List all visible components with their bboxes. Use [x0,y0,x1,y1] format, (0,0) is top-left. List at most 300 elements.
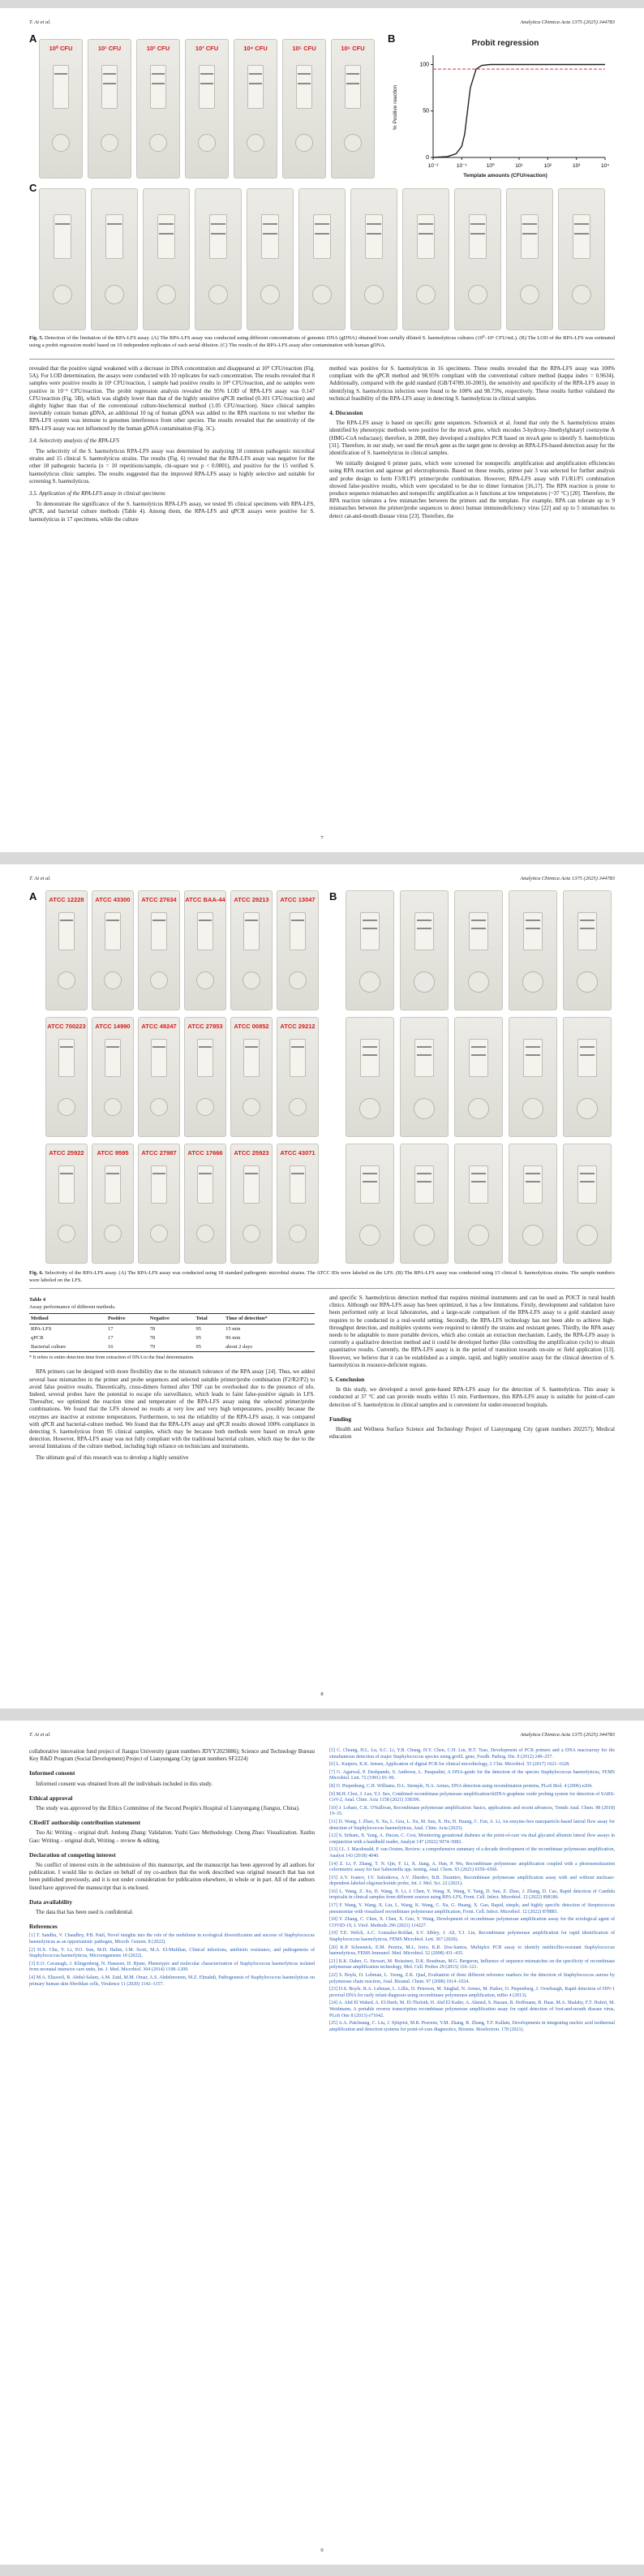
x-tick-label: 10³ [572,163,581,169]
control-line [471,920,487,921]
test-line [471,1181,487,1182]
lfs-strip [184,1144,226,1264]
control-line [363,1173,378,1174]
sample-well [150,971,168,989]
sample-well [150,1225,168,1243]
reference-item[interactable]: [9] M.H. Choi, J. Lee, Y.J. Seo, Combined recombinase polymerase amplification/rkDNA-graphene oxide probing system for detection of SARS-CoV-2, Anal. Chim. Acta 1158 (2021) 338396. [329,1791,615,1803]
sample-well [522,1098,543,1119]
panel-label-b: B [388,32,396,45]
result-window [360,1165,379,1204]
reference-item[interactable]: [15] A.V. Ivanov, I.V. Safenkova, A.V. Zherdev, B.B. Dzantiev, Recombinase polymerase amplification assay with and without nuclease-dependent-labeled oligonucleotide probe, Int. J. Mol. Sci. 22 (2021). [329,1875,615,1887]
result-window [469,214,487,259]
lfs-strip [558,188,605,330]
reference-item[interactable]: [11] D. Wang, J. Zhao, X. Xu, L. Gou, L. Xu, M. Sun, X. Hu, H. Huang, C. Fan, A. Li, An enzyme-free nanoparticle-based lateral flow assay for detection of Staphylococcus haemolyticus, Anal. Chim. Acta (2025). [329,1819,615,1831]
reference-item[interactable]: [22] S. Boyle, D. Lehman, L. Yeong, Z.K. Qual, Evaluation of three different reference markers for the detection of Staphylococcus aureus by polymerase chain reaction, Anal. Bioanal. Chem. 97 (2008) 1014–1024. [329,1973,615,1984]
probit-chart [393,39,615,179]
funding-heading: Funding [329,1415,352,1423]
table-cell: qPCR [31,1334,44,1341]
result-window [199,65,216,109]
lfs-strips-sensitivity [39,39,380,179]
result-window [101,65,118,109]
page-8 [0,864,644,1708]
sample-well [359,971,380,993]
strip-label: 10⁴ CFU [243,45,268,52]
test-line [249,83,263,84]
sample-well [196,971,214,989]
test-line [363,928,378,929]
control-line [471,1173,487,1174]
left-column [29,365,315,527]
caption-text: Selectivity of the RPA-LFS assay. (A) The RPA-LFS assay was conducted using 18 standard pathogenic microbial strains. The ATCC IDs were labeled on the LFS. (B) The RPA-LFS assay was conducted using 15 clinical S. haemolyticus strains. The sample numbers were labeled on the LFS. [29,1270,615,1283]
control-line [417,1173,432,1174]
sample-well [295,134,314,153]
reference-item[interactable]: [2] H.X. Chu, Y. Li, P.O. Sun, M.H. Halim, I.M. Scott, M.A. El-Mufdian, Clinical infections, antibiotic resistance, and pathogenesis of Staphylococcus haemolyticus, Microorganisms 10 (2022). [29,1947,315,1959]
strip-label: ATCC 25923 [234,1149,269,1157]
reference-item[interactable]: [25] A.A. Patchsung, C. Liu, J. Sjöqvist, M.R. Praveen, Y.M. Zhang, R. Zhang, T.F. Kallam, Developments in integrating nucleic acid isothermal amplification and detection systems for point-of-care diagnostics, Biosens. Bioelectron. 178 (2021). [329,2021,615,2032]
control-line [152,73,165,75]
result-window [577,1165,596,1204]
strip-label: ATCC 9595 [97,1149,129,1157]
reference-item[interactable]: [6] L. Kuipers, K.K. Jensen, Application of digital PCR for clinical microbiology, J. Clin. Microbiol. 55 (2017) 1621–1628. [329,1762,570,1768]
sample-well [196,1098,214,1116]
lfs-strip [282,39,326,179]
control-line [106,920,119,921]
reference-item[interactable]: [4] M.A. Eltaweil, R. Abdul-Salam, A.M. Zaid, M.M. Omar, A.S. Abdelmonem, M.Z. Elmahdi, Pathogenesis of Staphylococcus haemolyticus on primary human skin fibroblast cells, Virulence 11 (2020) 1142–1157. [29,1975,315,1987]
left-column [29,1294,315,1465]
reference-item[interactable]: [24] A. Abd El Wahed, A. El-Deeb, M. El-Tholoth, H. Abd El Kader, A. Ahmed, S. Hassan, B. Hoffmann, B. Haas, M.A. Shalaby, F.T. Hufert, M. Weidmann, A portable reverse transcription recombinase polymerase amplification assay for rapid detection of foot-and-mouth disease virus, PLoS One 8 (2013) e71642. [329,2001,615,2018]
result-window [151,1165,167,1204]
lfs-strip [331,39,375,179]
result-window [414,1165,433,1204]
control-line [522,223,537,225]
result-window [577,912,596,950]
lfs-strip [184,1017,226,1137]
lfs-strip [400,1144,449,1264]
reference-item[interactable]: [10] J. Lobato, C.K. O'Sullivan, Recombinase polymerase amplification: basics, applications and recent advances, Trends Anal. Chem. 98 (2018) 19–35. [329,1805,615,1817]
strip-label: 10² CFU [146,45,170,52]
result-window [151,1039,167,1077]
chart-title: Probit regression [471,39,539,48]
result-window [105,214,123,259]
sample-well [104,1098,122,1116]
lfs-strip [563,1144,612,1264]
sample-well [243,1225,260,1243]
test-line [367,233,381,235]
test-line [346,83,360,84]
result-window [243,912,260,950]
y-tick-label: 100 [419,62,429,68]
panel-label-b: B [329,890,337,902]
result-window [469,912,487,950]
result-window [296,65,313,109]
result-window [414,912,433,950]
sample-well [198,134,217,153]
running-header [29,1732,615,1738]
sample-well [150,1098,168,1116]
control-line [298,73,311,75]
test-line [363,1054,378,1056]
lfs-strip [195,188,242,330]
header-journal: Analytica Chimica Acta 1375 (2025) 344783 [520,19,615,25]
test-line [315,233,329,235]
control-line [419,223,433,225]
control-line [580,1046,595,1048]
lfs-strip [454,890,503,1010]
lfs-strip [402,188,449,330]
sample-well [414,1225,435,1246]
control-line [200,73,214,75]
test-line [263,233,277,235]
result-window [523,1165,542,1204]
test-line [211,233,225,235]
ethical-approval-heading: Ethical approval [29,1794,73,1802]
table-cell: 16 [107,1344,114,1350]
reference-item[interactable]: [3] E.O. Cavanagh, J. Klingenberg, N. Hanssen, H. Bjune, Phenotypic and molecular characterization of Staphylococcus haemolyticus isolated from neonatal intensive care units, Int. J. Med. Microbiol. 304 (2014) 1198–1209. [29,1961,315,1973]
panel-label-a: A [29,32,37,45]
test-line [526,1054,541,1056]
sample-well [522,971,543,993]
clinical-paragraph: To demonstrate the significance of the S. haemolyticus RPA-LFS assay, we tested 95 clinical specimens with RPA-LFS, qPCR, and bacterial culture methods (Table 4). Among them, the RPA-LFS and qPCR assays were positive for S. haemolyticus in 17 specimens, while the culture [29,501,315,523]
lfs-strip [350,188,397,330]
sample-well [312,285,333,305]
lfs-strip [277,1017,319,1137]
lfs-strip [346,1144,394,1264]
control-line [346,73,360,75]
sample-well [359,1098,380,1119]
reference-item[interactable]: [17] F. Wang, Y. Wang, X. Liu, L. Wang, K. Wang, C. Xu, G. Huang, X. Gao, Rapid, simple, and highly specific detection of Streptococcus pneumoniae with visualized recombinase polymerase amplification, Front. Cell. Infect. Microbiol. 12 (2022) 878881. [329,1903,615,1915]
result-window [313,214,331,259]
table-cell: 95 [195,1334,201,1341]
lfs-strip [400,890,449,1010]
result-window [414,1039,433,1077]
control-line [103,73,117,75]
discussion-paragraph-4: The ultimate goal of this research was to develop a highly sensitive [36,1454,189,1461]
control-line [107,223,122,225]
result-window [105,1039,121,1077]
result-window [105,912,121,950]
test-line [152,83,165,84]
sample-well [58,971,75,989]
x-tick-label: 10⁴ [600,163,610,169]
result-window [197,912,213,950]
x-tick-label: 10⁰ [486,163,495,169]
lfs-strip [454,1017,503,1137]
reference-item[interactable]: [18] Y. Zhang, C. Chen, X. Chen, X. Guo, Y. Wang, Development of recombinase polymerase amplification assay for the ectological agent of COVID-19, J. Virol. Methods 296 (2021) 114227. [329,1917,615,1928]
control-line [152,1046,165,1048]
table-header-cell: Method [31,1316,49,1322]
result-window [243,1039,260,1077]
strip-label: ATCC 25922 [49,1149,84,1157]
reference-item[interactable]: [19] T.E. Welch, A.C. Gonzalez-Roldan, S.V. Sibley, J. Ali, Y.J. Liu, Recombinase polymerase amplification for rapid identification of Staphylococcus haemolyticus, FEMS Microbiol. Lett. 367 (2020). [329,1931,615,1943]
x-tick-label: 10⁻² [427,163,439,169]
sample-well [247,134,265,153]
sample-well [468,971,489,993]
funding-paragraph: Health and Wellness Surface Science and Technology Project of Lianyungang City (grant numbers 202257); Medical education [329,1426,615,1441]
control-line [526,920,541,921]
result-window [345,65,362,109]
caption-text: Detection of the limitation of the RPA-LFS assay. (A) The RPA-LFS assay was conducted using different concentrations of genomic DNA (gDNA) obtained from serially diluted S. haemolyticus cultures (10⁰–10⁶ CFU/mL). (B) The LOD of the RPA-LFS was estimated using a probit regression model based on 10 independent replicates of each serial dilution. (C) The results of the RPA-LFS assay after contamination with human gDNA. [29,335,616,348]
table-header-cell: Total [195,1316,208,1322]
reference-item[interactable]: [12] S. Srikam, X. Yang, A. Ducan, C. Cost, Monitoring gestational diabetes at the point-of-care via dual glycated albumin lateral flow assays in conjunction with a handheld reader, Analyst 147 (2022) 5074–5082. [329,1833,615,1845]
lfs-strip [509,1017,557,1137]
lfs-strip [346,1017,394,1137]
probit-curve [433,65,605,158]
lfs-strip [454,1144,503,1264]
header-authors: T. Ai et al. [29,19,51,25]
test-line [471,1054,487,1056]
reference-item[interactable]: [5] C. Chiang, H.L. Lu, S.C. Li, Y.B. Chung, H.Y. Chen, C.H. Lin, H.T. Tsao, Development of PCR primers and a DNA macroarray for the simultaneous detection of major Staphylococcus species using groEL gene, Foodb. Pathog. Dis. 9 (2012) 249–257. [329,1748,615,1760]
control-line [199,1173,212,1174]
lfs-strip [39,39,83,179]
competing-interest-text: No conflict of interest exits in the submission of this manuscript, and the manuscript has been approved by all authors for publication. I would like to declare on behalf of my co-authors that the work described was original research that has not been published previously, and it is not under consideration for publication elsewhere, in whole or in part. All of the authors listed have approved the manuscript that is enclosed. [29,1862,315,1891]
test-line [419,233,433,235]
table-header-row [29,1314,315,1324]
result-window [58,912,75,950]
lfs-strip [138,890,180,1010]
test-line [159,233,174,235]
page-number: 9 [320,2548,324,2553]
result-window [290,1165,306,1204]
page-number: 8 [320,1691,324,1697]
sample-well [359,1225,380,1246]
sample-well [468,285,488,305]
results-paragraph: revealed that the positive signal weakened with a decrease in DNA concentration and disappeared at 10⁰ CFU/reaction (Fig. 5A). For LOD determination, the assays were conducted with 10 replicates for each concentration. The results revealed that 8 samples were positive results in 10¹ CFU/reaction, 1 sample had positive results in 10⁰ CFU/reaction, and no samples were positive in 10⁻¹ CFU/reaction. The probit regression analysis revealed the 95% LOD of RPA-LFS assay was 0.147 CFU/reaction (Fig. 5B), which was slightly lower than that of the highly sensitive qPCR method (0.101 CFU/reaction) and slightly higher than that of the conventional culture-biochemical method (1.05 CFU/reaction). Since clinical samples inevitably contain human gDNA, an additional 10 ng of human gDNA was added to the RPA reactions to test whether the RPA-LFS system was immune to genomes interference from other species. The results revealed that the sensitivity of the RPA-LFS assay was not influenced by the human gDNA contamination (Fig. 5C). [29,365,315,432]
reference-item[interactable]: [13] J.L. J. Macdonald, P. van Oosten, Review: a comprehensive summary of a decade development of the recombinase polymerase amplification, Analyst 143 (2018) 4040. [329,1847,615,1859]
control-line [367,223,381,225]
panel-label-c: C [29,182,37,194]
lfs-strips-contamination [39,188,615,330]
reference-item[interactable]: [21] R.K. Daher, G. Stewart, M. Boissinot, D.K. Boudreau, M.G. Bergeron, Influence of sequence mismatches on the specificity of recombinase polymerase amplification technology, Mol. Cell. Probes 29 (2015) 116–121. [329,1958,615,1971]
sample-well [196,1225,214,1243]
table-cell: RPA-LFS [31,1325,52,1332]
control-line [526,1046,541,1048]
sample-well [520,285,540,305]
lfs-strip [45,890,88,1010]
table-cell: 96 min [225,1334,241,1341]
section-3-5-heading: 3.5. Application of the RPA-LFS assay in clinical specimens [29,490,165,498]
table-header-cell: Time of detection* [225,1316,268,1322]
lfs-strip [400,1017,449,1137]
result-window [290,912,306,950]
lfs-strip [277,890,319,1010]
sample-well [104,971,122,989]
result-window [247,65,264,109]
right-column [329,365,615,523]
table-4 [29,1313,315,1352]
y-axis-label: % Positive reaction [393,84,398,130]
sample-well [260,285,281,305]
discussion-paragraph-1: The RPA-LFS assay is based on specific gene sequences. Schoenick et al. found that only the S. haemolyticus strains identified by phenotypic methods were positive for the mvaA gene, which encodes 3-hydroxy-3methylglutaryl coenzyme A (HMG-CoA reductase); therefore, in 2008, they developed a multiplex PCR based on mvaA gene to identify S. haemolyticus [31]. Therefore, in our study, we used the mvaA gene as the target gene to develop an RPA-LFS-based detection assay for the identification of S. haemolyticus in clinical samples. [329,420,615,457]
clinical-continued-paragraph: method was positive for S. haemolyticus in 16 specimens. These results revealed that the RPA-LFS assay was 100% compliant with the qPCR method and 98.95% compliant with the conventional culture method (kappa index = 0.9634). Additionally, compared with the gold standard (GB/T4789.10-2003), the sensitivity and specificity of the RPA-LFS assay in identifying S. haemolyticus infection were found to be 100% and 98.73%, respectively. These results further validated the technical feasibility of the RPA-LFS assay in detecting S. haemolyticus in clinical samples. [329,365,615,402]
lfs-strip [234,39,277,179]
sample-well [522,1225,543,1246]
sample-well [468,1225,489,1246]
control-line [470,223,485,225]
control-line [245,920,258,921]
result-window [360,1039,379,1077]
result-window [58,1165,75,1204]
reference-item[interactable]: [8] O. Piepenburg, C.H. Williams, D.L. Stemple, N.A. Armes, DNA detection using recombination proteins, PLoS Biol. 4 (2006) e204. [329,1783,593,1789]
table-row [29,1342,315,1352]
lfs-strip [247,188,294,330]
sample-well [414,1098,435,1119]
result-window [577,1039,596,1077]
result-window [521,214,539,259]
credit-text: Tuo Ai: Writing – original draft. Junlong Zhang: Validation. Yuzhi Gao: Methodology. Chong Zhao: Visualization. Xuzhu Gao: Writing – original draft, Writing – review & editing. [29,1829,315,1844]
result-window [360,912,379,950]
strip-label: 10³ CFU [195,45,219,52]
strip-label: ATCC 27634 [141,896,177,903]
reference-item[interactable]: [20] K.P. Schoenick, E.M. Pereira, M.L. Iorio, K.R. Dos-Santos, Multiplex PCR assay to identify methicillin-resistant Staphylococcus haemolyticus, FEMS Immunol. Med. Microbiol. 52 (2008) 431–435. [329,1945,615,1957]
data-availability-text: The data that has been used is confidential. [36,1909,134,1916]
test-line [471,928,487,929]
x-axis-label: Template amounts (CFU/reaction) [463,173,547,179]
table-4-title: Table 4 [29,1297,46,1303]
control-line [249,73,263,75]
result-window [53,65,70,109]
result-window [523,912,542,950]
sample-well [243,1098,260,1116]
reference-item[interactable]: [16] L. Wang, Z. Xu, D. Wang, X. Li, J. Chen, Y. Wang, X. Wang, Y. Yang, D. Sun, Z. Zhao, J. Zhang, D. Cao, Rapid detection of Candida tropicalis in clinical samples from different sources using RPA-LFS, Front. Cell. Infect. Microbiol. 12 (2022) 898186. [329,1889,615,1901]
test-line [580,1054,595,1056]
strip-label: ATCC 14990 [95,1023,131,1030]
lfs-strip [346,890,394,1010]
sample-well [243,971,260,989]
page-7 [0,8,644,852]
result-window [150,65,167,109]
right-column [329,1294,615,1444]
result-window [469,1039,487,1077]
result-window [157,214,175,259]
control-line [60,1046,73,1048]
conclusion-heading: 5. Conclusion [329,1376,365,1384]
strip-label: ATCC 27987 [141,1149,177,1157]
strip-label: ATCC 27853 [187,1023,223,1030]
strip-label: ATCC 13047 [280,896,316,903]
test-line [417,928,432,929]
test-line [526,928,541,929]
control-line [245,1173,258,1174]
test-line [580,1181,595,1182]
sample-well [53,285,73,305]
sample-well [101,134,119,153]
lfs-strip [45,1017,88,1137]
lfs-strip [92,890,134,1010]
competing-interest-heading: Declaration of competing interest [29,1850,116,1859]
control-line [60,920,73,921]
control-line [199,920,212,921]
control-line [245,1046,258,1048]
caption-label: Fig. 6. [29,1270,44,1276]
caption-label: Fig. 5. [29,335,44,341]
control-line [152,1173,165,1174]
control-line [199,1046,212,1048]
lfs-strip [45,1144,88,1264]
control-line [315,223,329,225]
table-cell: 17 [107,1334,114,1341]
sample-well [149,134,168,153]
discussion-paragraph-3: RPA primers can be designed with more flexibility due to the mismatch tolerance of the RPA assay [24]. Thus, we added several base mismatches in the primer and probe sequences and selected suitable primer/probe combination (F2/R2/P2) to avoid false positive results. Theoretically, cross-dimers formed after TNF can be overlooked due to the presence of nfo. Indeed, several probes have the potential to escape nfo surveillance, which leads to faint false-positive signals in LFS. Thereafter, we optimized the reaction time and temperature of the RPA-LFS assay using the selected primer/probe combinations. We found that the LFS showed no results at very low and very high temperatures, possibly because the enzymes are inactive at extreme temperatures. Furthermore, to test the reliability of the RPA-LFS assay, it was compared with qPCR and bacterial-culture method. We found that the RPA-LFS assay and qPCR results showed 100% compliance in detecting S. haemolyticus from 95 clinical samples, which may be because both methods were based on mvaA gene detection. However, RPA-LFS assay was not fully compliant with the traditional bacterial culture, which may be due to the several limitations of the culture method, including high reliance on technicians and instruments. [29,1368,315,1450]
table-row [29,1324,315,1333]
lfs-strip [184,890,226,1010]
control-line [106,1046,119,1048]
running-header [29,876,615,881]
table-header-cell: Negative [149,1316,170,1322]
y-tick-label: 0 [426,155,429,161]
table-cell: 15 min [225,1325,241,1332]
table-4-subtitle: Assay performance of different methods. [29,1304,116,1311]
page-9 [0,1721,644,2565]
sample-well [208,285,229,305]
header-authors: T. Ai et al. [29,1732,51,1738]
selectivity-paragraph: The selectivity of the S. haemolyticus RPA-LFS assay was determined by analyzing 18 common pathogenic microbial strains and 15 clinical S. haemolyticus strains. The results (Fig. 6) revealed that the RPA-LFS assay was negative for the other 18 pathogenic bacteria (n = 10 repetitions/sample, chi-square test p < 0.0001), and positive for the 15 verified S. haemolyticus clinic samples. The results suggested that the improved RPA-LFS assay is highly selective and suitable for screening S. haemolyticus. [29,448,315,485]
sample-well [577,971,598,993]
control-line [152,920,165,921]
reference-item[interactable]: [23] D.S. Boyle, R.A. Lehman, L. Lillis, D. Peterson, M. Singhal, N. Armes, M. Parker, O. Piepenburg, J. Overbaugh, Rapid detection of HIV-1 proviral DNA for early infant diagnosis using recombinase polymerase amplification, mBio 4 (2013). [329,1987,615,1998]
control-line [363,1046,378,1048]
reference-item[interactable]: [1] T. Sandhu, V. Chaudhry, P.B. Patil, Novel insights into the role of the mobilome in ecological diversification and success of Staphylococcus haemolyticus as an opportunistic pathogen, Microb. Genom. 8 (2022). [29,1933,315,1945]
control-line [291,920,304,921]
table-cell: 95 [195,1344,201,1350]
test-line [522,233,537,235]
sample-well [414,971,435,993]
lfs-strip [454,188,501,330]
figure-5-caption [29,335,615,349]
result-window [261,214,279,259]
lfs-strip [88,39,131,179]
test-line [363,1181,378,1182]
lfs-strip [136,39,180,179]
control-line [106,1173,119,1174]
table-cell: 17 [107,1325,114,1332]
result-window [469,1165,487,1204]
credit-heading: CRediT authorship contribution statement [29,1819,141,1827]
test-line [574,233,589,235]
control-line [580,1173,595,1174]
control-line [417,1046,432,1048]
discussion-paragraph-2: We initially designed 6 primer pairs, which were screened for nonspecific amplification and amplification efficiencies using RPA reaction and agarose gel electrophoresis. Based on these results, primer pair 3 was selected for further analysis and probe design to form F3/R1/P1 primer/probe combination. However, RPA-LFS assay with F1/R1/P1 combination showed false-positive results, which were speculated to be due to dimer formation [16,17]. The RPA reaction is prone to produce sequence mismatches and nonspecific amplification as it functions at low temperatures (~37 °C) [20]. Therefore, the RPA reaction tolerates a few mismatches between the primers and the template. For example, RPA can tolerate up to 9 mismatches between the primer/probe sequences to detect human immunodeficiency virus [22] and up to 5 mismatches to detect cat-and-mouth disease virus [23]. Therefore, the [329,460,615,519]
lfs-strip [185,39,229,179]
control-line [417,920,432,921]
table-header-cell: Positive [107,1316,126,1322]
lfs-strip [39,188,86,330]
lfs-strip [138,1144,180,1264]
test-line [526,1181,541,1182]
strip-label: ATCC 00852 [234,1023,269,1030]
right-column [329,1748,615,2035]
reference-item[interactable]: [14] Z. Li, F. Zhang, T. N. Qin, F. Li, X. Jiang, A. Han, P. Wu, Recombinase polymerase amplification coupled with a photosensitization colorimetric assay for fast Salmonella spp. testing, Anal. Chem. 93 (2021) 6559–6566. [329,1861,615,1873]
sample-well [58,1225,75,1243]
sample-well [364,285,384,305]
lfs-strip [92,1017,134,1137]
control-line [54,73,68,75]
section-3-4-heading: 3.4. Selectivity analysis of the RPA-LFS [29,437,119,444]
sample-well [468,1098,489,1119]
control-line [363,920,378,921]
result-window [151,912,167,950]
sample-well [577,1225,598,1246]
caption-divider [29,1288,615,1289]
control-line [55,223,70,225]
header-journal: Analytica Chimica Acta 1375 (2025) 344783 [520,876,615,881]
control-line [60,1173,73,1174]
test-line [298,83,311,84]
lfs-strip [506,188,553,330]
header-authors: T. Ai et al. [29,876,51,881]
reference-item[interactable]: [7] G. Agarwal, P. Deshpande, S. Ambrose, L. Pasqualini, A DNA-guide for the detection of the species Staphylococcus haemolyticus, FEMS Microbiol. Lett. 72 (1991) 93–96. [329,1769,615,1781]
lfs-strip [91,188,138,330]
sample-well [572,285,592,305]
